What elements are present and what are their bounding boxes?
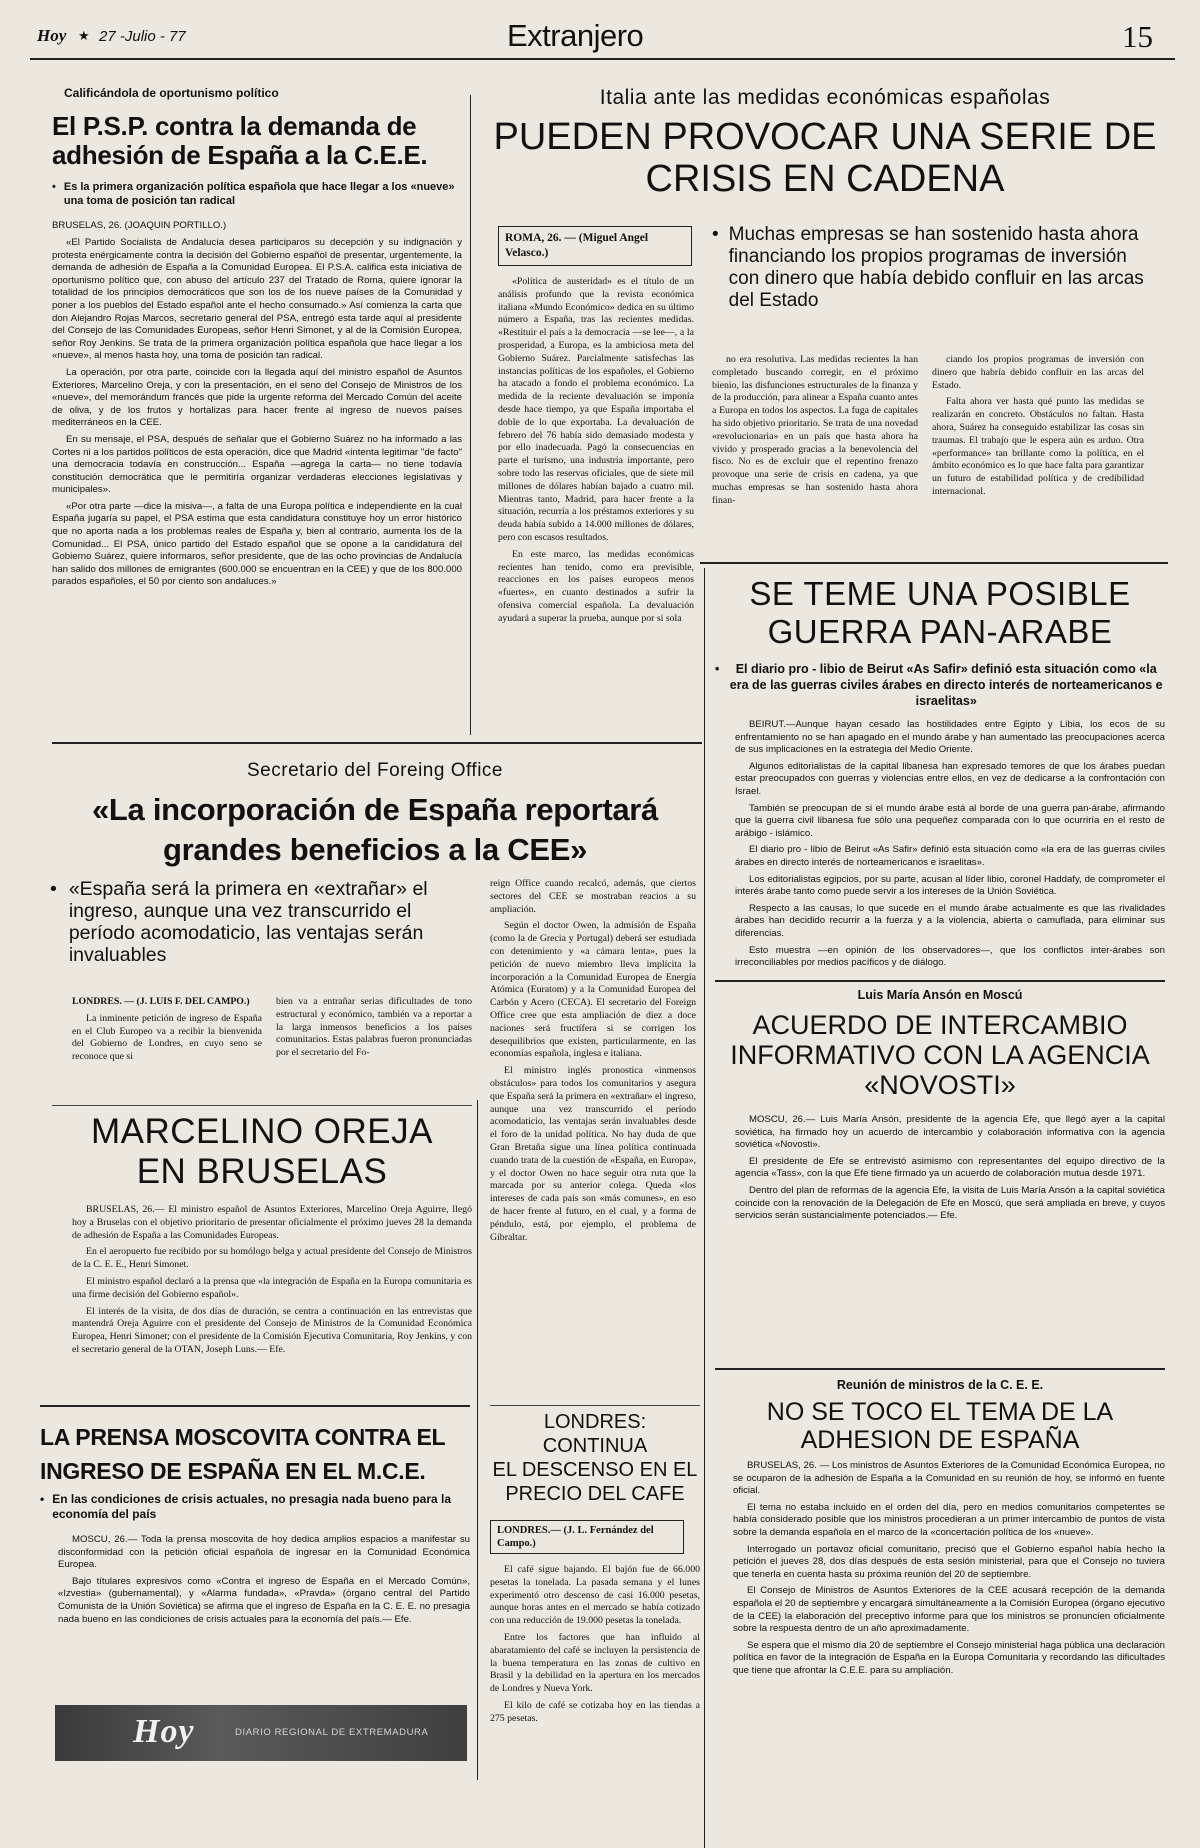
article-paragraph: También se preocupan de si el mundo árabe está al borde de una guerra pan-árabe, afirmando que la guerra civil libanesa fue sólo una pequeñez comparada con lo que ocurriría en el resto de arábigo - islámico. [735, 802, 1165, 839]
article-paragraph: El ministro inglés pronostica «inmensos obstáculos» para todos los comunitarios y asegura que España será la primera en «extrañar» el ingreso, aunque una vez transcurrido el período acomodaticio, las ventajas serán invaluables desde el foro de la unidad política. No hay duda de que Gran Bretaña sigue una línea política continuada cuando trata de la cuestión de «España, en Europa», y el doctor Owen no hace seguir otra ruta que la marcada por su anterior colega. Queda «los intereses de cada país son «más comunes», en eso de hacer frente al futuro, en el cual, y a forma de péndulo, está, por ejemplo, el problema de Gibraltar. [490, 1065, 696, 1243]
article-bullet [50, 878, 470, 966]
banner-tagline: DIARIO REGIONAL DE EXTREMADURA [235, 1727, 429, 1738]
bullet-icon: • [40, 1492, 45, 1506]
headline-line: El P.S.P. contra la demanda de [52, 111, 417, 141]
article-paragraph: La inminente petición de ingreso de España en el Club Europeo va a recibir la bienvenida del Gobierno de Londres, en cuyo seno se reconoce que si [72, 1012, 262, 1063]
article-cafe [490, 1405, 700, 1776]
article-guerra [715, 575, 1165, 970]
article-dateline: ROMA, 26. — (Miguel Angel Velasco.) [505, 232, 649, 259]
article-paragraph: «Política de austeridad» es el título de un análisis profundo que la revista económica italiana «Mundo Económico» dedica en su último número a España, tras las recientes medidas. «Restituir el país a la democracia —se lee—, a la prosperidad, a Europa, es la ambiciosa meta del Gobierno Suárez. Parcialmente satisfechas las instancias políticas de los españoles, el Gobierno ha atacado a fondo el problema económico. La medida de la reciente devaluación se imponía desde hace tiempo, ya que España importaba el doble de lo que exportaba. La devaluación de febrero del 76 había sido demasiado modesta y por ello inadecuada. Pagó la consecuencias en parte el turismo, una industria importante, pero sobre todo las reservas oficiales, que de siete mil millones de dólares habían bajado a cuatro mil. Mientras tanto, Madrid, para hacer frente a la situación, recurría a los préstamos exteriores y su deuda había subido a 14.000 millones de dólares, pero con escasos resultados. [498, 276, 694, 543]
article-paragraph: Se espera que el mismo día 20 de septiembre el Consejo ministerial haga pública una declaración política en favor de la integración de España en la Europa Comunitaria y recordando las dificultades que tiene que afrontar la C.E.E. para su ampliación. [733, 1639, 1165, 1676]
headline-line: INGRESO DE ESPAÑA EN EL M.C.E. [40, 1458, 426, 1484]
section-rule [40, 1405, 470, 1407]
article-paragraph: Los editorialistas egipcios, por su parte, acusan al líder libio, coronel Haddafy, de comprometer el interés árabe tanto como puede servir a los intereses de la Unión Soviética. [735, 873, 1165, 898]
article-paragraph: Esto muestra —en opinión de los observadores—, que los conflictos inter-árabes son irreconciliables por medios pacíficos y de diálogo. [735, 944, 1165, 969]
bullet-text: Es la primera organización política española que hace llegar a los «nueve» una toma de posición tan radical [63, 181, 455, 207]
header-rule [30, 58, 1175, 60]
banner-logo: Hoy [133, 1713, 195, 1750]
article-paragraph: En este marco, las medidas económicas recientes han tenido, como era previsible, reacciones en los países europeos menos «fuertes», en cuanto destinados a sufrir la ofensiva comercial española. La devaluación ayudará a superar la prueba, aunque por sí sola [498, 548, 694, 624]
headline-line: LA PRENSA MOSCOVITA CONTRA EL [40, 1424, 446, 1450]
article-headline [715, 575, 1165, 651]
bullet-icon: • [52, 181, 56, 193]
article-paragraph: no era resolutiva. Las medidas recientes la han completado buscando corregir, en el próximo bienio, las disfunciones estructurales de la finanza y de la producción, para alinear a España cuanto antes a Europa en todos los aspectos. La fuga de capitales ha sido objetivo prioritario. Se trata de una novedad «revolucionaria» en un país que hasta ahora ha vivido y prosperado gracias a la benevolencia del fisco. No es de excluir que el repentino frenazo provoque una serie de crisis en cadena, ya que muchas empresas se han sostenido hasta ahora finan- [712, 354, 918, 506]
article-bullet [40, 1492, 470, 1522]
headline-line: PRECIO DEL CAFE [505, 1483, 685, 1505]
article-paragraph: Algunos editorialistas de la capital libanesa han expresado temores de que los árabes puedan estar preocupados con guerras y violencias entre ellos, en vez de dedicarse a la confrontación con Israel. [735, 760, 1165, 797]
footer-banner [55, 1705, 467, 1761]
dateline-box [498, 226, 692, 266]
article-kicker: Calificándola de oportunismo político [64, 86, 279, 100]
article-column [712, 354, 918, 512]
star-icon: ★ [78, 28, 90, 43]
article-headline [52, 1112, 472, 1192]
article-paragraph: El Consejo de Ministros de Asuntos Exteriores de la CEE acusará recepción de la demanda española el 20 de septiembre y encargará simultáneamente a la Comisión Europea (órgano ejecutivo de la CEE) la elaboración del preceptivo informe para que los ministros se pronuncien oficialmente sobre la respuesta dentro de un año aproximadamente. [733, 1585, 1165, 1635]
headline-line: LONDRES: CONTINUA [542, 1411, 648, 1457]
article-headline [50, 790, 700, 870]
issue-date: 27 -Julio - 77 [99, 28, 186, 45]
headline-line: GUERRA PAN-ARABE [767, 613, 1113, 650]
column-divider [704, 568, 705, 1848]
dateline-box [490, 1520, 684, 1554]
article-column [490, 878, 696, 1248]
article-psp [52, 86, 462, 734]
masthead [37, 20, 1167, 56]
headline-line: «La incorporación de España reportará [91, 792, 659, 827]
section-rule [715, 1368, 1165, 1370]
article-headline [715, 1010, 1165, 1100]
article-headline [52, 112, 462, 170]
article-paragraph: BEIRUT.—Aunque hayan cesado las hostilidades entre Egipto y Libia, los ecos de su enfrentamiento no se han apagado en el mundo árabe y han aumentado las preocupaciones acerca de sus implicaciones en la estrategia del Medio Oriente. [735, 719, 1165, 756]
article-oreja [52, 1105, 472, 1406]
article-headline [40, 1420, 470, 1488]
article-bullet [715, 661, 1165, 709]
article-paragraph: El café sigue bajando. El bajón fue de 66.000 pesetas la tonelada. La pasada semana y el lunes experimentó otro descenso de casi 16.000 pesetas, aunque horas antes en el mercado se había cotizado con una reducción de 19.000 pesetas la tonelada. [490, 1564, 700, 1627]
article-headline [490, 1410, 700, 1506]
article-bullet [712, 224, 1162, 312]
article-kicker: Luis María Ansón en Moscú [857, 988, 1023, 1002]
article-paragraph: El kilo de café se cotizaba hoy en las tiendas a 275 pesetas. [490, 1699, 700, 1724]
article-column [498, 276, 694, 630]
article-paragraph: El ministro español declaró a la prensa que «la integración de España en la Europa comunitaria es una firme decisión del Gobierno español». [72, 1275, 472, 1300]
article-paragraph: Respecto a las causas, lo que sucede en el mundo árabe actualmente es que las rivalidades árabes han decidido recurrir a la fuerza y a la violencia, abierta o camuflada, para eliminar sus diferencias. [735, 902, 1165, 939]
article-paragraph: Según el doctor Owen, la admisión de España (como la de Grecia y Portugal) deberá ser estudiada con detenimiento y «a cámara lenta», pues la petición de nuevo miembro lleva implícita la incorporación a la Comunidad Europea de Energía Atómica (Euratom) y a la Comunidad Europea del Carbón y Acero (CECA). El secretario del Foreign Office cree que esta ampliación de diez a doce naciones será fructífera si se corrigen los desequilibrios que existen, particularmente, en las economías española, inglesa e italiana. [490, 920, 696, 1060]
bullet-text: En las condiciones de crisis actuales, no presagia nada bueno para la economía del país [52, 1492, 452, 1521]
article-column [932, 354, 1144, 503]
article-headline [480, 116, 1170, 200]
article-paragraph: El interés de la visita, de dos días de duración, se centra a continuación en las entrevistas que mantendrá Oreja Aguirre con el presidente del Consejo de Ministros de la Comunidad Económica Europea, Henri Simonet; con el presidente de la Comisión Ejecutiva Comunitaria, Roy Jenkins, y con el secretario general de la OTAN, Joseph Luns.— Efe. [72, 1305, 472, 1355]
article-paragraph: «Por otra parte —dice la misiva—, a falta de una Europa política e independiente en la cual España jugaría su papel, el PSA estima que esta candidatura constituye hoy un error histórico que no aporta nada a los problemas reales de España y, bien al contrario, aumenta los de la Comunidad... El PSA, único partido del Estado español que se opone a la candidatura del Gobierno Suárez, quiere informaros, señor presidente, que de las ocho provincias de Andalucía han salido dos millones de emigrantes (600.000 se encuentran en la CEE) y que de los 800.000 parados españoles, el 50 por ciento son andaluces.» [52, 500, 462, 588]
headline-line: MARCELINO OREJA [91, 1112, 433, 1151]
article-paragraph: MOSCU, 26.— Toda la prensa moscovita de hoy dedica amplios espacios a manifestar su disconformidad con la petición oficial española de ingresar en la Comunidad Económica Europea. [58, 1534, 470, 1571]
bullet-icon: • [50, 878, 57, 900]
article-reunion [715, 1378, 1165, 1838]
section-rule [52, 742, 702, 744]
article-paragraph: Falta ahora ver hasta qué punto las medidas se realizarán en concreto. Obstáculos no faltan. Hasta ahora, Suárez ha conseguido estabilizar las cosas sin traumas. El trabajo que le espera aún es arduo. Otra «performance» tan brillante como la política, en el ámbito económico es lo que hace falta para garantizar un futuro de estabilidad política y de credibilidad internacional. [932, 396, 1144, 497]
article-dateline: LONDRES. — (J. LUIS F. DEL CAMPO.) [72, 996, 250, 1007]
headline-line: ACUERDO DE INTERCAMBIO [752, 1010, 1128, 1040]
article-anson [715, 988, 1165, 1368]
bullet-text: «España será la primera en «extrañar» el ingreso, aunque una vez transcurrido el período acomodaticio, las ventajas serán invaluables [68, 878, 428, 966]
bullet-text: El diario pro - libio de Beirut «As Safir» definió esta situación como «la era de las guerras civiles árabes en directo interés de norteamericanos e israelitas» [729, 662, 1163, 708]
article-column [72, 996, 262, 1068]
bullet-icon: • [712, 224, 719, 245]
headline-line: «NOVOSTI» [864, 1070, 1016, 1100]
article-paragraph: En el aeropuerto fue recibido por su homólogo belga y actual presidente del Consejo de Ministros de la C. E. E., Henri Simonet. [72, 1246, 472, 1271]
article-paragraph: Interrogado un portavoz oficial comunitario, precisó que el Gobierno español había hecho la petición el jueves 28, dos días después de esta sesión ministerial, para que el Consejo no tuviera que tenerla en cuenta hasta su próxima reunión del 20 de septiembre. [733, 1543, 1165, 1580]
article-paragraph: MOSCU, 26.— Luis María Ansón, presidente de la agencia Efe, que llegó ayer a la capital soviética, ha firmado hoy un acuerdo de intercambio y colaboración informativa con la agencia soviética «Novosti». [735, 1114, 1165, 1151]
article-paragraph: reign Office cuando recalcó, además, que ciertos sectores del CEE se mostraban reacios a su ampliación. [490, 878, 696, 915]
article-paragraph: El presidente de Efe se entrevistó asimismo con representantes del equipo directivo de la agencia «Tass», con la que Efe tiene firmado ya un acuerdo de colaboración mutua desde 1971. [735, 1155, 1165, 1180]
bullet-text: Muchas empresas se han sostenido hasta ahora financiando los propios programas de inversión con dinero que había debido confluir en las arcas del Estado [728, 224, 1144, 311]
article-paragraph: BRUSELAS, 26. — Los ministros de Asuntos Exteriores de la Comunidad Económica Europea, no se ocuparon de la adhesión de España a la Comunidad en su reunión de hoy, se informó en fuente oficial. [733, 1460, 1165, 1497]
article-column [276, 996, 472, 1064]
headline-line: INFORMATIVO CON LA AGENCIA [730, 1040, 1150, 1070]
headline-line: CRISIS EN CADENA [645, 158, 1005, 200]
section-rule [715, 980, 1165, 982]
article-headline [715, 1398, 1165, 1454]
headline-line: EN BRUSELAS [136, 1152, 388, 1191]
article-paragraph: El tema no estaba incluido en el orden del día, pero en medios comunitarios competentes se había considerado posible que los ministros procedieran a un primer intercambio de puntos de vista sobre la demanda española en el marco de la «concertación política de los «nueve». [733, 1501, 1165, 1538]
headline-line: grandes beneficios a la CEE» [162, 832, 588, 867]
section-title: Extranjero [507, 18, 644, 53]
article-kicker: Secretario del Foreing Office [247, 760, 503, 781]
article-dateline: LONDRES.— (J. L. Fernández del Campo.) [497, 1525, 654, 1549]
article-paragraph: La operación, por otra parte, coincide con la llegada aquí del ministro español de Asuntos Exteriores, Marcelino Oreja, y con la presentación, en el seno del Consejo de Ministros de los «nueve», del memorándum francés que pide la urgente reforma del Mercado Común del aceite de oliva, y de los frutos y hortalizas para hacer frente al ingreso de nuevos países mediterráneos en la CEE. [52, 366, 462, 429]
headline-line: adhesión de España a la C.E.E. [52, 140, 428, 170]
article-bullet [52, 180, 462, 208]
headline-line: ADHESION DE ESPAÑA [800, 1426, 1080, 1454]
article-prensa-moscovita [40, 1420, 470, 1690]
article-kicker: Italia ante las medidas económicas españolas [599, 86, 1051, 109]
newspaper-logo: Hoy [37, 26, 67, 45]
article-kicker: Reunión de ministros de la C. E. E. [836, 1378, 1044, 1392]
article-dateline: BRUSELAS, 26. (JOAQUIN PORTILLO.) [52, 220, 227, 231]
article-paragraph: bien va a entrañar serias dificultades de tono estructural y económico, también va a reportar a la larga inmensos beneficios a los países comunitarios. Estas palabras fueron pronunciadas por el secretario del Fo- [276, 996, 472, 1059]
article-paragraph: Entre los factores que han influido al abaratamiento del café se incluyen la persistencia de la buena temperatura en las zonas de cultivo en Brasil y la debilidad en la apertura en los mercados de Londres y Nueva York. [490, 1631, 700, 1695]
article-paragraph: «El Partido Socialista de Andalucía desea participaros su decepción y su indignación y protesta enérgicamente contra la decisión del Gobierno español de presentar, urgentemente, la demanda de adhesión de España a la Comunidad Europea. El P.S.A. califica esta iniciativa de oportunismo político que, con abuso del artículo 237 del Tratado de Roma, quiere ignorar la totalidad de los principios democráticos que son los de los nueve países de la Comunidad y poner a los pueblos del Estado español ante el hecho consumado.» Así comienza la carta que don Alejandro Rojas Marcos, secretario general del PSA, entregó esta tarde aquí al presidente del Consejo de las Comunidades Europeas, señor Henri Simonet, y al de la Comisión Europea, señor Roy Jenkins. Se trata de la primera organización política española que hace llegar a los «nueve», al menos hasta hoy, una toma de posición tan radical. [52, 237, 462, 362]
headline-line: SE TEME UNA POSIBLE [749, 575, 1131, 612]
headline-line: PUEDEN PROVOCAR UNA SERIE DE [493, 116, 1157, 158]
headline-line: EL DESCENSO EN EL [492, 1459, 698, 1481]
headline-line: NO SE TOCO EL TEMA DE LA [766, 1398, 1114, 1426]
article-paragraph: ciando los propios programas de inversión con dinero que habría debido confluir en las arcas del Estado. [932, 354, 1144, 391]
article-paragraph: En su mensaje, el PSA, después de señalar que el Gobierno Suárez no ha informado a las Cortes ni a los partidos políticos de esta operación, dice que Madrid «intenta legitimar "de facto" una democracia todavía en construcción... España —agrega la carta— no tiene todavía constitución democrática que le permitiría organizar verdaderas elecciones legislativas y municipales». [52, 433, 462, 496]
column-divider [477, 1100, 478, 1780]
column-divider [470, 95, 471, 735]
bullet-icon: • [715, 662, 720, 676]
section-rule [700, 562, 1168, 564]
article-paragraph: Dentro del plan de reformas de la agencia Efe, la visita de Luis María Ansón a la capital soviética coincide con la renovación de la Delegación de Efe en Moscú, que será ampliada en breve, y cuyos servicios serán sustancialmente potenciados.— Efe. [735, 1184, 1165, 1222]
article-paragraph: BRUSELAS, 26.— El ministro español de Asuntos Exteriores, Marcelino Oreja Aguirre, llegó hoy a Bruselas con el objetivo prioritario de presentar oficialmente el próximo jueves 28 la demanda de adhesión de España a las Comunidades Europeas. [72, 1204, 472, 1241]
article-paragraph: El diario pro - libio de Beirut «As Safir» definió esta situación como «la era de las guerras civiles árabes en directo interés de norteamericanos e israelitas». [735, 844, 1165, 868]
article-paragraph: Bajo títulares expresivos como «Contra el ingreso de España en el Mercado Común», «Izvestia» (gubernamental), y «Alarma fundada», «Pravda» (órgano central del Partido Comunista de la Unión Soviética) se afirma que el ingreso de España en la C. E. E. no presagia nada bueno en las condiciones de crisis actuales para la economía del país.— Efe. [58, 1575, 470, 1625]
page-number: 15 [1122, 19, 1153, 54]
